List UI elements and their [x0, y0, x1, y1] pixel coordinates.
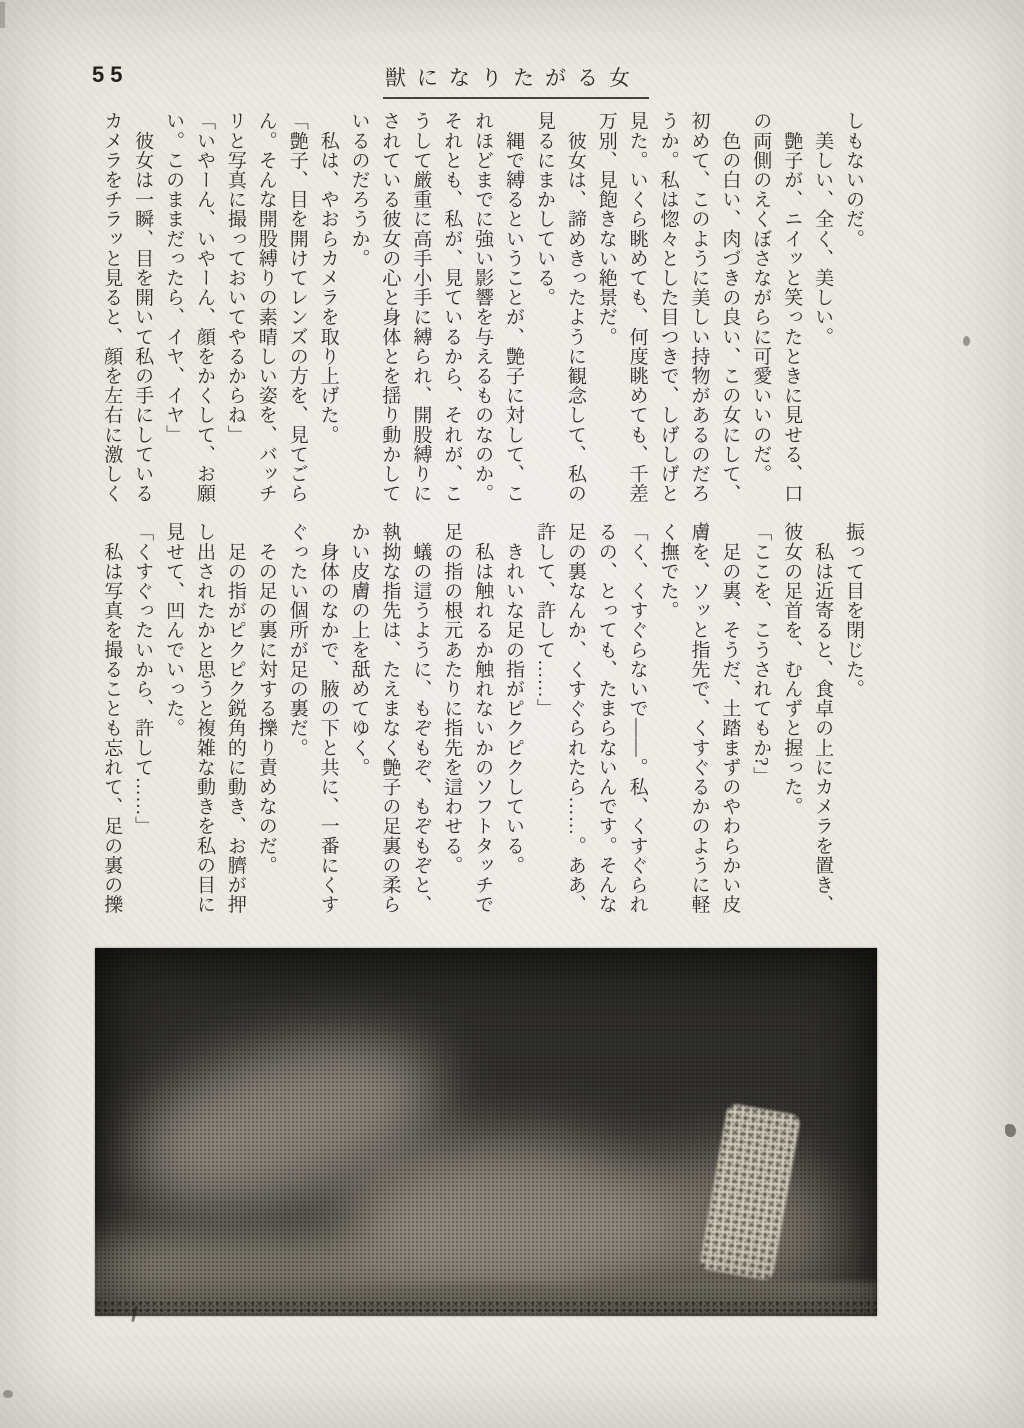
text-column: 彼女は、諦めきったように観念して、私の: [564, 111, 586, 503]
text-column: 膚を、ソッと指先で、くすぐるかのように軽: [688, 522, 710, 914]
text-column: 足の指がピクピク鋭角的に動き、お臍が押: [224, 522, 246, 914]
text-column: リと写真に撮っておいてやるからね」: [224, 111, 246, 445]
text-column: 彼女の足首を、むんずと握った。: [781, 522, 803, 816]
text-column: きれいな足の指がピクピクしている。: [503, 522, 525, 875]
text-column: ん。そんな開股縛りの素晴しい姿を、バッチ: [255, 111, 277, 503]
text-column: し出されたかと思うと複雑な動きを私の目に: [193, 522, 215, 914]
text-column: それとも、私が、見ているから、それが、こ: [441, 111, 463, 503]
body-text-block-middle: [95, 522, 868, 918]
text-column: ぐったい個所が足の裏だ。: [286, 522, 308, 758]
text-column: 初めて、このように美しい持物があるのだろ: [688, 111, 710, 503]
photo-vignette: [95, 948, 877, 1316]
text-column: 私は写真を撮ることも忘れて、足の裏の擽: [101, 522, 123, 914]
text-column: 縄で縛るということが、艶子に対して、こ: [503, 111, 525, 503]
scan-speck: [963, 336, 970, 346]
text-column: い。このままだったら、イヤ、イヤ」: [163, 111, 185, 445]
text-column: 私は近寄ると、食卓の上にカメラを置き、: [812, 522, 834, 914]
text-column: いるのだろうか。: [348, 111, 370, 268]
text-column: 色の白い、肉づきの良い、この女にして、: [719, 111, 741, 503]
text-column: 足の裏、そうだ、土踏まずのやわらかい皮: [719, 522, 741, 914]
text-column: 「く、くすぐらないで――。私、くすぐられ: [626, 522, 648, 914]
text-column: 「ここを、こうされてもか?」: [750, 522, 772, 786]
text-column: 見た。いくら眺めても、何度眺めても、千差: [626, 111, 648, 503]
text-column: 振って目を閉じた。: [843, 522, 864, 699]
text-column: 艶子が、ニイッと笑ったときに見せる、口: [781, 111, 803, 503]
text-column: 私は、やおらカメラを取り上げた。: [317, 111, 339, 445]
body-text-block-top: [95, 111, 868, 504]
text-column: うか。私は惚々とした目つきで、しげしげと: [657, 111, 679, 503]
halftone-photograph: [95, 948, 877, 1316]
text-column: 万別、見飽きない絶景だ。: [595, 111, 617, 347]
text-column: く撫でた。: [657, 522, 679, 620]
text-column: 見せて、凹んでいった。: [163, 522, 185, 738]
running-title: 獣になりたがる女: [383, 62, 649, 99]
text-column: れほどまでに強い影響を与えるものなのか。: [472, 111, 494, 503]
scan-speck: [1005, 1124, 1016, 1137]
page-number: 55: [92, 62, 129, 87]
text-column: 彼女は一瞬、目を開いて私の手にしている: [132, 111, 154, 503]
text-column: 「いやーん、いやーん、顔をかくして、お願: [193, 111, 215, 503]
scan-speck: [3, 1390, 13, 1398]
text-column: 執拗な指先は、たえまなく艶子の足裏の柔ら: [379, 522, 401, 914]
text-column: されている彼女の心と身体とを揺り動かして: [379, 111, 401, 503]
text-column: カメラをチラッと見ると、顔を左右に激しく: [101, 111, 123, 503]
text-column: 「くすぐったいから、許して……」: [132, 522, 154, 836]
text-column: 「艶子、目を開けてレンズの方を、見てごら: [286, 111, 308, 503]
text-column: るの、とっても、たまらないんです。そんな: [595, 522, 617, 914]
text-column: 蟻の這うように、もぞもぞ、もぞもぞと、: [410, 522, 432, 914]
scan-speck: [0, 2, 5, 28]
text-column: 美しい、全く、美しい。: [812, 111, 834, 347]
text-column: かい皮膚の上を舐めてゆく。: [348, 522, 370, 777]
text-column: の両側のえくぼさながらに可愛いいのだ。: [750, 111, 772, 484]
text-column: うして厳重に高手小手に縛られ、開股縛りに: [410, 111, 432, 503]
text-column: 許して、許して……」: [533, 522, 555, 718]
text-column: その足の裏に対する擽り責めなのだ。: [255, 522, 277, 875]
text-column: 足の指の根元あたりに指先を這わせる。: [441, 522, 463, 875]
text-column: 私は触れるか触れないかのソフトタッチで: [472, 522, 494, 914]
text-column: 身体のなかで、腋の下と共に、一番にくす: [317, 522, 339, 914]
text-column: 足の裏なんか、くすぐられたら……。ああ、: [564, 522, 586, 914]
text-column: しもないのだ。: [843, 111, 864, 249]
text-column: 見るにまかしている。: [533, 111, 555, 307]
